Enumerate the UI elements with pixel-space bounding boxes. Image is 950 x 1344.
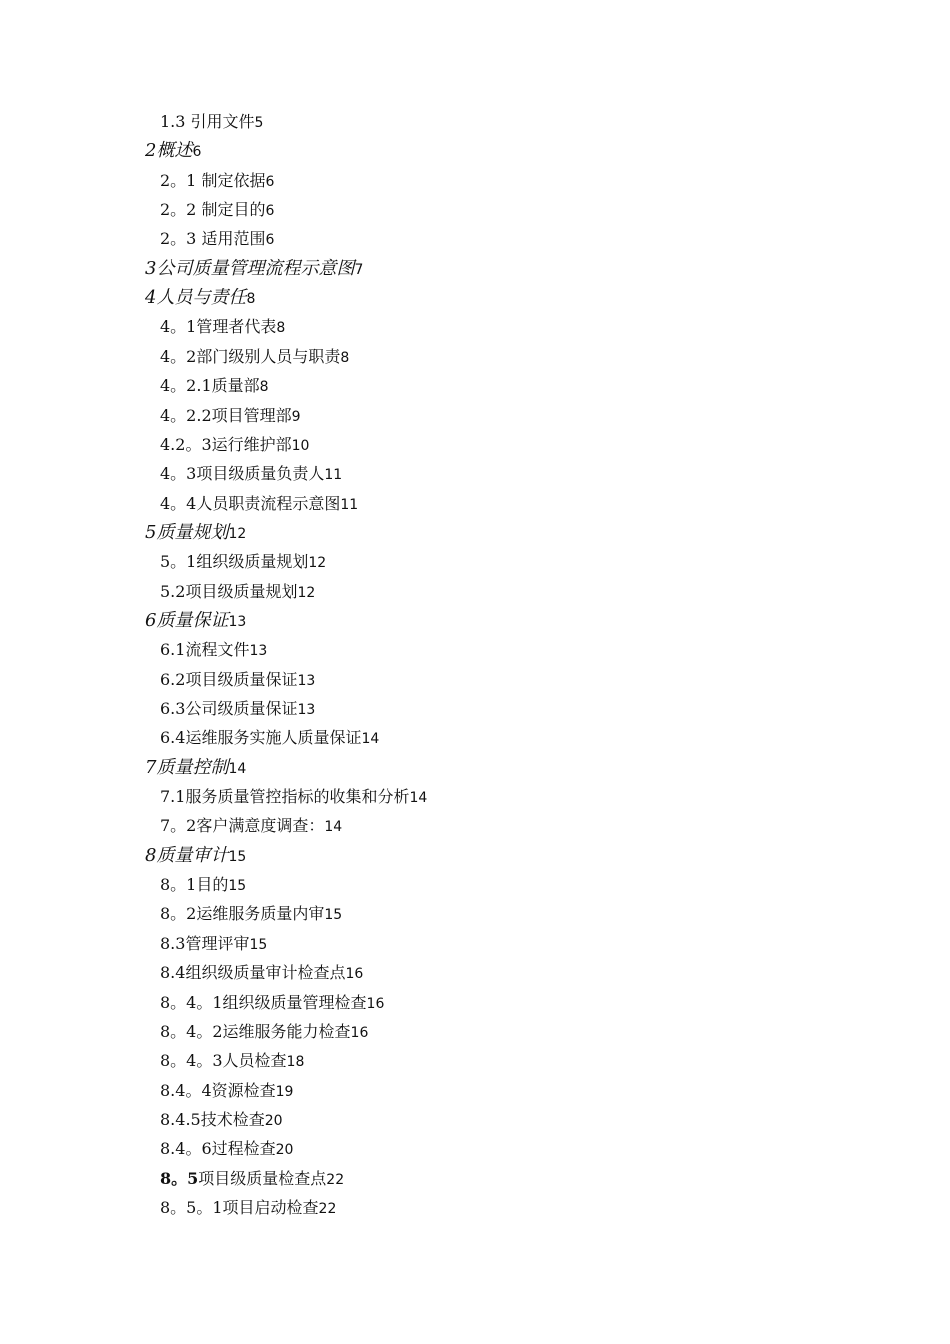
toc-entry-label: 2概述 — [145, 140, 193, 161]
toc-entry-page-number: 13 — [228, 614, 247, 630]
toc-chapter-entry[interactable] — [145, 283, 255, 312]
toc-entry-page-number: 12 — [228, 526, 247, 542]
toc-entry-page-number: 14 — [361, 731, 380, 747]
toc-section-entry[interactable] — [160, 929, 267, 958]
toc-entry-page-number: 22 — [326, 1172, 345, 1188]
toc-entry-page-number: 14 — [409, 790, 428, 806]
toc-entry-label: 4。2.2项目管理部 — [160, 406, 292, 425]
toc-entry-label: 6.3公司级质量保证 — [160, 699, 298, 718]
toc-entry-label: 7质量控制 — [145, 757, 229, 778]
toc-section-entry[interactable] — [160, 665, 315, 694]
toc-section-entry[interactable] — [160, 1193, 336, 1222]
toc-section-entry[interactable] — [160, 870, 246, 899]
toc-entry-page-number: 11 — [324, 467, 343, 483]
toc-entry-page-number: 13 — [249, 643, 268, 659]
toc-section-entry[interactable] — [160, 1105, 283, 1134]
toc-entry-label: 8.4。6过程检查 — [160, 1139, 276, 1158]
toc-entry-label: 5。1组织级质量规划 — [160, 552, 309, 571]
toc-entry-page-number: 12 — [308, 555, 327, 571]
toc-entry-label: 8.4。4资源检查 — [160, 1081, 276, 1100]
toc-entry-label: 4。2部门级别人员与职责 — [160, 347, 341, 366]
toc-entry-page-number: 6 — [265, 232, 275, 248]
toc-entry-page-number: 8 — [276, 320, 286, 336]
toc-entry-label: 2。3 适用范围 — [160, 229, 266, 248]
toc-entry-page-number: 19 — [275, 1084, 294, 1100]
toc-chapter-entry[interactable] — [145, 254, 363, 283]
toc-entry-page-number: 8 — [246, 291, 256, 307]
toc-entry-label: 8.4.5技术检查 — [160, 1110, 265, 1129]
toc-section-entry[interactable] — [160, 166, 274, 195]
toc-entry-label: 3公司质量管理流程示意图 — [145, 258, 355, 279]
toc-section-entry[interactable] — [160, 547, 326, 576]
toc-entry-label: 5质量规划 — [145, 522, 229, 543]
toc-section-entry[interactable] — [160, 401, 301, 430]
toc-entry-label: 4.2。3运行维护部 — [160, 435, 292, 454]
toc-section-entry[interactable] — [160, 459, 342, 488]
toc-section-entry[interactable] — [160, 782, 427, 811]
toc-entry-label: 4。3项目级质量负责人 — [160, 464, 325, 483]
toc-section-entry[interactable] — [160, 577, 315, 606]
toc-section-entry[interactable] — [160, 811, 342, 840]
toc-section-entry[interactable] — [160, 342, 349, 371]
toc-entry-page-number: 16 — [350, 1025, 369, 1041]
toc-entry-page-number: 15 — [228, 878, 247, 894]
toc-section-entry[interactable] — [160, 1076, 293, 1105]
toc-entry-page-number: 13 — [297, 673, 316, 689]
toc-entry-label: 4。4人员职责流程示意图 — [160, 494, 341, 513]
toc-section-entry[interactable] — [160, 371, 269, 400]
toc-entry-page-number: 20 — [264, 1113, 283, 1129]
toc-entry-page-number: 8 — [259, 379, 269, 395]
toc-entry-page-number: 14 — [228, 761, 247, 777]
toc-entry-page-number: 15 — [324, 907, 343, 923]
toc-entry-page-number: 16 — [366, 996, 385, 1012]
toc-chapter-entry[interactable] — [145, 753, 246, 782]
toc-entry-label: 2。2 制定目的 — [160, 200, 266, 219]
toc-entry-page-number: 18 — [286, 1054, 305, 1070]
toc-entry-label: 7。2客户满意度调查： — [160, 816, 325, 835]
toc-entry-label: 4人员与责任 — [145, 287, 247, 308]
toc-entry-label: 2。1 制定依据 — [160, 171, 266, 190]
toc-entry-label: 8。1目的 — [160, 875, 229, 894]
toc-entry-page-number: 11 — [340, 497, 359, 513]
toc-entry-page-number: 20 — [275, 1142, 294, 1158]
toc-entry-page-number: 6 — [265, 203, 275, 219]
toc-section-entry[interactable] — [160, 988, 384, 1017]
toc-entry-number: 8。5 — [160, 1169, 199, 1188]
toc-entry-page-number: 10 — [291, 438, 310, 454]
toc-entry-page-number: 15 — [249, 937, 268, 953]
toc-entry-label: 7.1服务质量管控指标的收集和分析 — [160, 787, 410, 806]
toc-section-entry[interactable] — [160, 1017, 368, 1046]
toc-chapter-entry[interactable] — [145, 518, 246, 547]
toc-chapter-entry[interactable] — [145, 136, 201, 165]
toc-chapter-entry[interactable] — [145, 841, 246, 870]
toc-entry-page-number: 16 — [345, 966, 364, 982]
toc-entry-page-number: 6 — [192, 144, 202, 160]
toc-entry-label: 8。5。1项目启动检查 — [160, 1198, 319, 1217]
toc-entry-page-number: 13 — [297, 702, 316, 718]
toc-entry-page-number: 9 — [291, 409, 301, 425]
toc-entry-label: 8。4。1组织级质量管理检查 — [160, 993, 367, 1012]
toc-section-entry[interactable] — [160, 224, 274, 253]
toc-entry-page-number: 12 — [297, 585, 316, 601]
toc-section-entry[interactable] — [160, 694, 315, 723]
toc-section-entry[interactable] — [160, 312, 285, 341]
toc-section-entry[interactable] — [160, 958, 363, 987]
toc-chapter-entry[interactable] — [145, 606, 246, 635]
toc-entry-label: 4。1管理者代表 — [160, 317, 277, 336]
toc-entry-label: 8。4。2运维服务能力检查 — [160, 1022, 351, 1041]
toc-entry-label: 4。2.1质量部 — [160, 376, 260, 395]
toc-entry-page-number: 15 — [228, 849, 247, 865]
toc-section-entry[interactable] — [160, 1046, 304, 1075]
toc-entry-label: 8.4组织级质量审计检查点 — [160, 963, 346, 982]
toc-section-entry[interactable] — [160, 1134, 293, 1163]
toc-section-entry[interactable] — [160, 430, 309, 459]
toc-entry-label: 6.1流程文件 — [160, 640, 250, 659]
toc-entry-label: 8。4。3人员检查 — [160, 1051, 287, 1070]
toc-entry-page-number: 6 — [265, 174, 275, 190]
toc-entry-label: 5.2项目级质量规划 — [160, 582, 298, 601]
toc-entry-label: 8质量审计 — [145, 845, 229, 866]
toc-entry-label: 6质量保证 — [145, 610, 229, 631]
toc-entry-page-number: 14 — [324, 819, 343, 835]
toc-section-entry[interactable] — [160, 1164, 344, 1193]
toc-entry-label: 6.2项目级质量保证 — [160, 670, 298, 689]
toc-entry-page-number: 5 — [254, 115, 264, 131]
toc-section-entry[interactable] — [160, 489, 358, 518]
toc-entry-label: 8。2运维服务质量内审 — [160, 904, 325, 923]
toc-entry-label: 8。5项目级质量检查点 — [160, 1169, 327, 1188]
toc-section-entry[interactable] — [160, 635, 267, 664]
toc-section-entry[interactable] — [160, 899, 342, 928]
toc-section-entry[interactable] — [160, 723, 379, 752]
toc-section-entry[interactable] — [160, 107, 263, 136]
toc-entry-label: 8.3管理评审 — [160, 934, 250, 953]
toc-entry-label: 6.4运维服务实施人质量保证 — [160, 728, 362, 747]
toc-entry-page-number: 7 — [354, 262, 364, 278]
toc-entry-page-number: 8 — [340, 350, 350, 366]
toc-entry-page-number: 22 — [318, 1201, 337, 1217]
toc-entry-label: 1.3 引用文件 — [160, 112, 255, 131]
toc-section-entry[interactable] — [160, 195, 274, 224]
